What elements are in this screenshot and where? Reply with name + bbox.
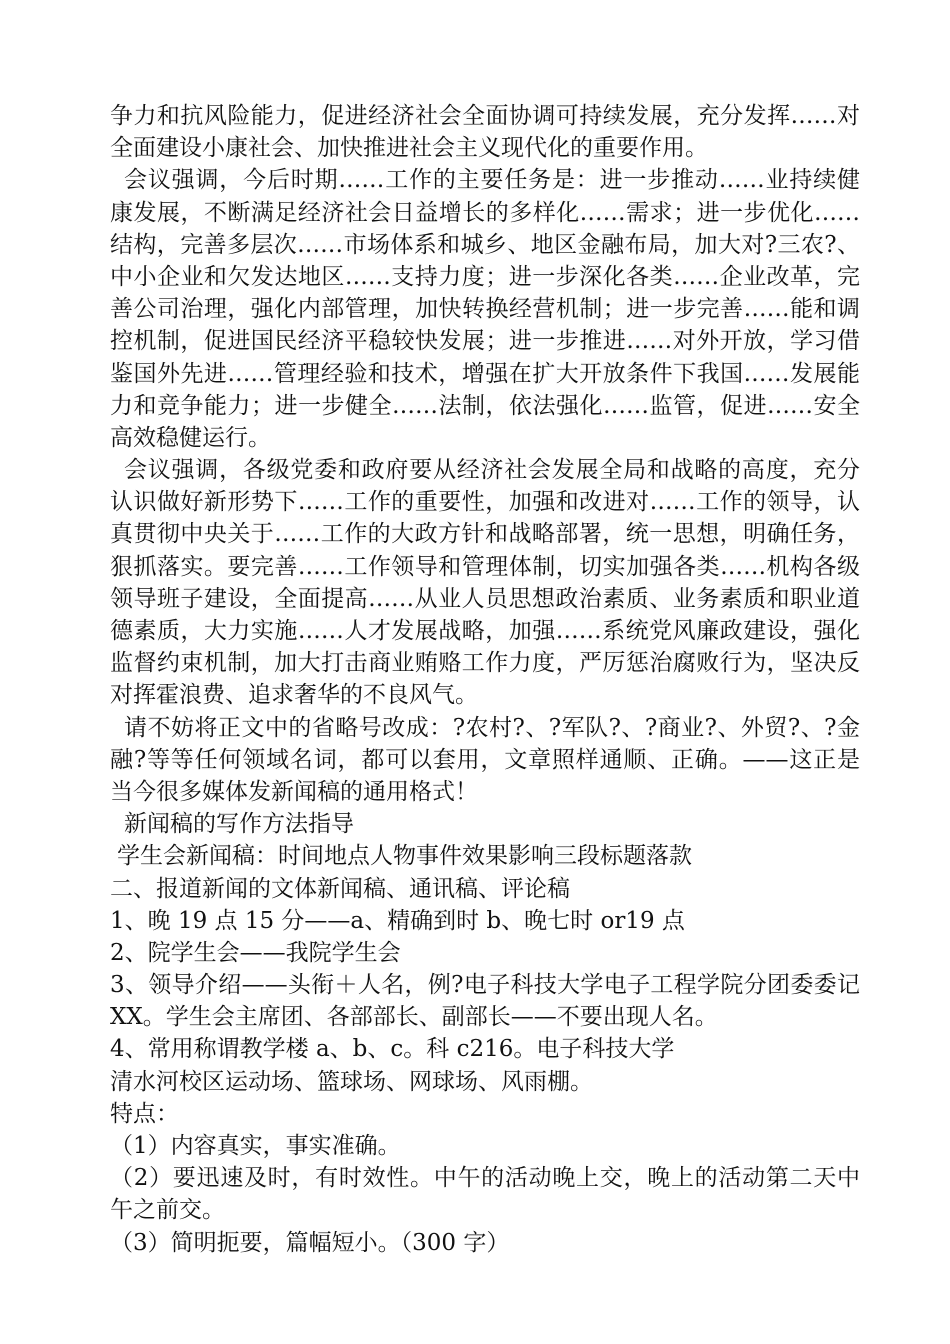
text-line: 二、报道新闻的文体新闻稿、通讯稿、评论稿 (110, 875, 570, 902)
text-line: 1、晚 19 点 15 分——a、精确到时 b、晚七时 or19 点 (110, 907, 685, 934)
text-line: XX。学生会主席团、各部部长、副部长——不要出现人名。 (110, 1004, 718, 1031)
text-line: 结构，完善多层次……市场体系和城乡、地区金融布局，加大对?三农?、 (110, 231, 860, 258)
text-line: （2）要迅速及时，有时效性。中午的活动晚上交，晚上的活动第二天中 (110, 1165, 860, 1192)
text-line: 4、常用称谓教学楼 a、b、c。科 c216。电子科技大学 (110, 1036, 675, 1063)
document-body (110, 100, 860, 1259)
text-line: 德素质，大力实施……人才发展战略，加强……系统党风廉政建设，强化 (110, 618, 860, 644)
text-line: 善公司治理，强化内部管理，加快转换经营机制；进一步完善……能和调 (110, 296, 860, 323)
text-line: 争力和抗风险能力，促进经济社会全面协调可持续发展，充分发挥……对 (110, 103, 860, 129)
text-line: 特点： (110, 1100, 179, 1127)
text-line: 高效稳健运行。 (110, 424, 271, 451)
text-line: 全面建设小康社会、加快推进社会主义现代化的重要作用。 (110, 135, 708, 162)
text-line: 康发展，不断满足经济社会日益增长的多样化……需求；进一步优化…… (110, 199, 860, 226)
text-line: 当今很多媒体发新闻稿的通用格式！ (110, 778, 478, 805)
text-line: 狠抓落实。要完善……工作领导和管理体制，切实加强各类……机构各级 (110, 553, 860, 580)
text-line: 清水河校区运动场、篮球场、网球场、风雨棚。 (110, 1068, 593, 1095)
text-line: （1）内容真实，事实准确。 (110, 1133, 401, 1159)
text-line: 会议强调，今后时期……工作的主要任务是：进一步推动……业持续健 (124, 167, 860, 194)
text-line: 控机制，促进国民经济平稳较快发展；进一步推进……对外开放，学习借 (110, 328, 860, 355)
text-line: 2、院学生会——我院学生会 (110, 939, 401, 966)
text-line: 午之前交。 (110, 1197, 225, 1224)
text-line: （3）简明扼要，篇幅短小。（300 字） (110, 1229, 510, 1256)
text-line: 对挥霍浪费、追求奢华的不良风气。 (110, 682, 478, 709)
text-line: 融?等等任何领域名词，都可以套用，文章照样通顺、正确。——这正是 (110, 746, 860, 773)
text-line: 力和竞争能力；进一步健全……法制，依法强化……监管，促进……安全 (110, 392, 860, 419)
text-line: 会议强调，各级党委和政府要从经济社会发展全局和战略的高度，充分 (124, 457, 860, 484)
text-line: 鉴国外先进……管理经验和技术，增强在扩大开放条件下我国……发展能 (110, 360, 860, 387)
text-line: 监督约束机制，加大打击商业贿赂工作力度，严厉惩治腐败行为，坚决反 (110, 650, 860, 677)
text-line: 请不妨将正文中的省略号改成：?农村?、?军队?、?商业?、外贸?、?金 (124, 714, 860, 741)
text-line: 领导班子建设，全面提高……从业人员思想政治素质、业务素质和职业道 (110, 585, 860, 612)
text-line: 3、领导介绍——头衔＋人名，例?电子科技大学电子工程学院分团委委记 (110, 972, 860, 999)
text-line: 新闻稿的写作方法指导 (124, 811, 354, 838)
text-line: 学生会新闻稿：时间地点人物事件效果影响三段标题落款 (117, 843, 692, 870)
text-line: 认识做好新形势下……工作的重要性，加强和改进对……工作的领导，认 (110, 489, 860, 516)
text-line: 中小企业和欠发达地区……支持力度；进一步深化各类……企业改革，完 (110, 263, 860, 290)
text-line: 真贯彻中央关于……工作的大政方针和战略部署，统一思想，明确任务， (110, 521, 860, 548)
